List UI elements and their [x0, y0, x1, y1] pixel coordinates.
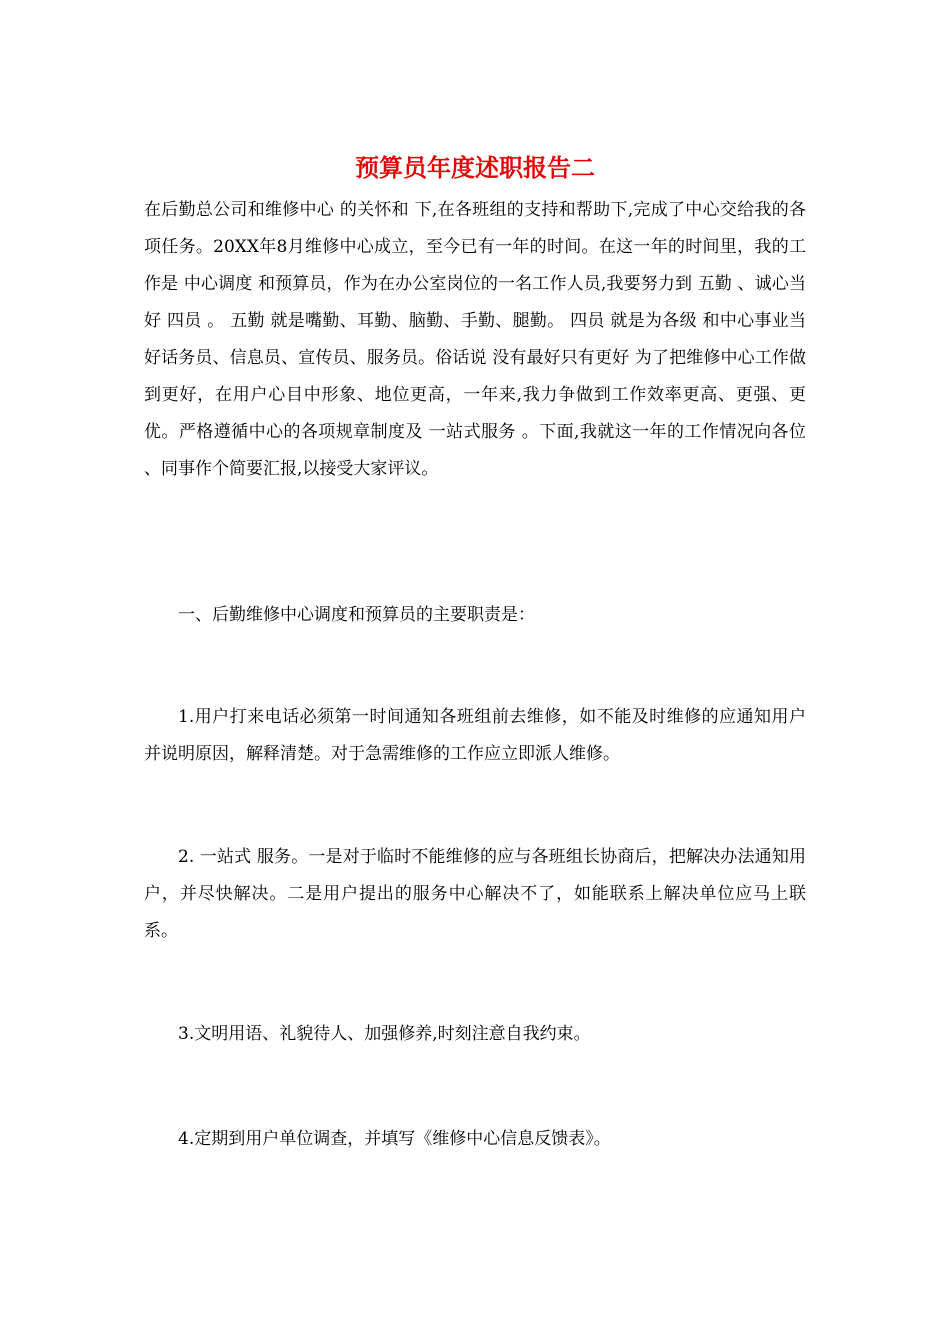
document-title: 预算员年度述职报告二	[355, 153, 595, 182]
duty-item-4: 4.定期到用户单位调查，并填写《维修中心信息反馈表》。	[178, 1129, 611, 1149]
section-heading-1: 一、后勤维修中心调度和预算员的主要职责是：	[178, 605, 535, 625]
intro-paragraph: 在后勤总公司和维修中心 的关怀和 下,在各班组的支持和帮助下,完成了中心交给我的各项任务。20XX年8月维修中心成立，至今已有一年的时间。在这一年的时间里，我的工作是 中心调度 和预算员，作为在办公室岗位的一名工作人员,我要努力到 五勤 、诚心当好 四员 。 五勤 就是嘴勤、耳勤、脑勤、手勤、腿勤。 四员 就是为各级 和中心事业当好话务员、信息员、宣传员、服务员。俗话说 没有最好只有更好 为了把维修中心工作做到更好，在用户心目中形象、地位更高，一年来,我力争做到工作效率更高、更强、更优。严格遵循中心的各项规章制度及 一站式服务 。下面,我就这一年的工作情况向各位 、同事作个简要汇报,以接受大家评议。	[144, 200, 806, 479]
duty-item-3: 3.文明用语、礼貌待人、加强修养,时刻注意自我约束。	[178, 1024, 591, 1044]
duty-item-1: 1.用户打来电话必须第一时间通知各班组前去维修，如不能及时维修的应通知用户并说明原因，解释清楚。对于急需维修的工作应立即派人维修。	[144, 707, 806, 764]
duty-item-2: 2. 一站式 服务。一是对于临时不能维修的应与各班组长协商后，把解决办法通知用户，并尽快解决。二是用户提出的服务中心解决不了，如能联系上解决单位应马上联系。	[144, 847, 806, 941]
